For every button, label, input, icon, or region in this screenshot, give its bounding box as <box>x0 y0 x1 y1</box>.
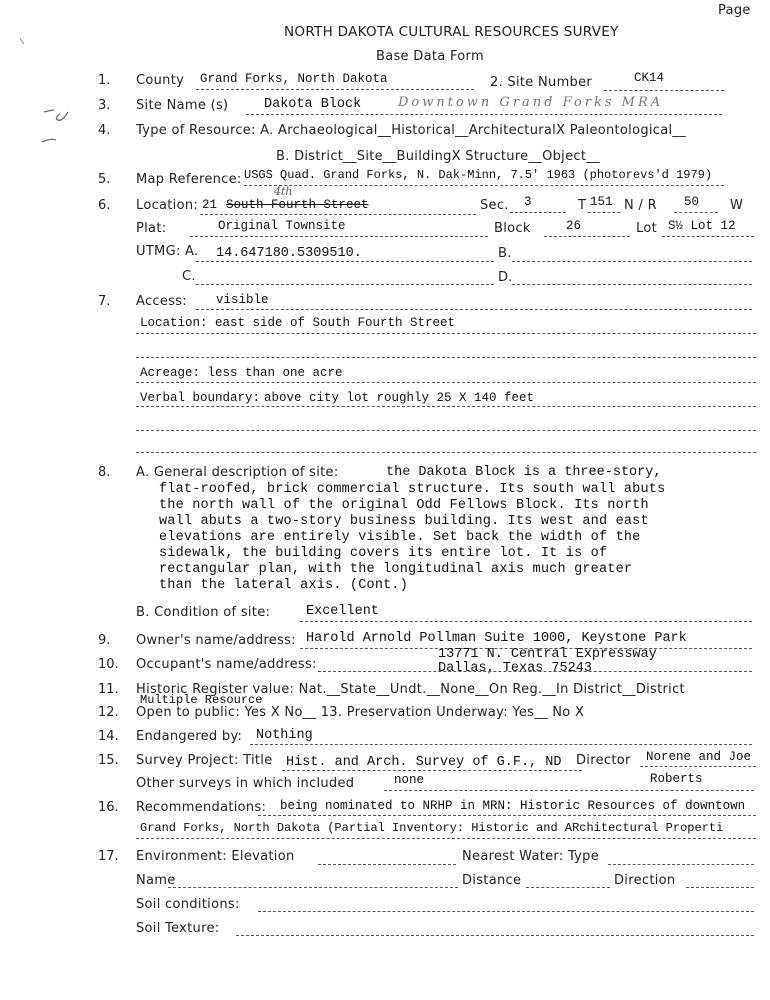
access-location-line <box>136 333 756 334</box>
elevation-line <box>318 864 456 865</box>
other-surveys-label: Other surveys in which included <box>136 776 355 791</box>
nearest-water-label: Nearest Water: Type <box>462 849 600 864</box>
recommendations-value-2: Grand Forks, North Dakota (Partial Inventory: Historic and ARchitectural Properti <box>140 821 724 835</box>
historic-register-label: Historic Register value: Nat.__State__Undt.__None__On Reg.__In District__District <box>136 682 685 697</box>
utmg-c-line <box>196 284 494 285</box>
director-value-1: Norene and Joe <box>646 750 752 764</box>
lot-line <box>662 236 754 237</box>
site-number-value: CK14 <box>634 71 665 85</box>
acreage-line <box>136 382 756 383</box>
item-number: 5. <box>98 172 111 187</box>
utmg-c-label: C. <box>182 269 196 284</box>
general-description-first: the Dakota Block is a three-story, <box>386 465 662 480</box>
owner-value: Harold Arnold Pollman Suite 1000, Keystone Park <box>306 631 687 646</box>
soil-conditions-line <box>258 911 754 912</box>
site-name-value: Dakota Block <box>264 97 362 112</box>
location-line <box>200 214 476 215</box>
verbal-boundary-label: Verbal boundary: <box>140 391 261 405</box>
soil-texture-label: Soil Texture: <box>136 921 220 936</box>
soil-texture-line <box>236 935 754 936</box>
utmg-b-line <box>512 261 752 262</box>
site-name-label: Site Name (s) <box>136 98 229 113</box>
verbal-boundary-line <box>136 406 756 407</box>
direction-label: Direction <box>614 873 676 888</box>
survey-project-label: Survey Project: Title <box>136 753 273 768</box>
location-number: 21 <box>202 198 218 212</box>
soil-conditions-label: Soil conditions: <box>136 897 240 912</box>
endangered-line <box>250 744 752 745</box>
plat-line <box>190 236 488 237</box>
lot-label: Lot <box>636 221 657 236</box>
survey-title-value: Hist. and Arch. Survey of G.F., ND <box>286 755 562 770</box>
utmg-d-line <box>512 284 752 285</box>
item-number: 1. <box>98 73 111 88</box>
map-reference-line <box>244 185 724 186</box>
other-surveys-line <box>384 790 754 791</box>
item-number: 12. <box>98 705 119 720</box>
name-line <box>168 887 458 888</box>
blank-line <box>136 357 756 358</box>
access-location: Location: east side of South Fourth Street <box>140 316 456 330</box>
item-number: 14. <box>98 729 119 744</box>
recommendations-line-2 <box>136 838 756 839</box>
historic-register-value: Multiple Resource <box>140 693 263 707</box>
occupant-address-line2: Dallas, Texas 75243 <box>438 661 592 676</box>
item-number: 7. <box>98 294 111 309</box>
utmg-a-line <box>196 261 494 262</box>
director-label: Director <box>576 753 631 768</box>
blank-line <box>136 430 756 431</box>
block-label: Block <box>494 221 531 236</box>
lot-value: S½ Lot 12 <box>668 219 736 233</box>
range-line <box>674 212 718 213</box>
item-number: 3. <box>98 98 111 113</box>
acreage-value: Acreage: less than one acre <box>140 366 343 380</box>
township-line <box>588 212 620 213</box>
access-value: visible <box>216 293 269 307</box>
owner-label: Owner's name/address: <box>136 633 296 648</box>
block-value: 26 <box>566 219 582 233</box>
utmg-d-label: D. <box>498 270 513 285</box>
site-number-line <box>604 90 724 91</box>
county-line <box>196 89 474 90</box>
distance-line <box>526 887 610 888</box>
item-number: 6. <box>98 198 111 213</box>
site-number-label: 2. Site Number <box>490 75 593 90</box>
item-number: 10. <box>98 657 119 672</box>
form-title: NORTH DAKOTA CULTURAL RESOURCES SURVEY <box>284 24 619 40</box>
survey-title-line <box>282 770 582 771</box>
sec-value: 3 <box>524 195 532 209</box>
township-value: 151 <box>590 195 613 209</box>
general-description-label: A. General description of site: <box>136 465 339 480</box>
condition-line <box>300 621 752 622</box>
open-to-public-label: Open to public: Yes X No__ 13. Preservation Underway: Yes__ No X <box>136 705 585 720</box>
direction-line <box>686 887 754 888</box>
verbal-boundary-value: above city lot roughly 25 X 140 feet <box>264 391 535 405</box>
map-reference-label: Map Reference: <box>136 172 242 187</box>
name-label: Name <box>136 873 176 888</box>
general-description-text: flat-roofed, brick commercial structure. Its south wall abuts the north wall of the original Odd Fellows Block. Its north wall abuts a two-story business building. Its west and east elevations are entirely visible. Set back the width of the sidewalk, the building covers its entire lot. It is of rectangular plan, with the longitudinal axis much greater than the lateral axis. (Cont.) <box>159 482 666 593</box>
other-surveys-value: none <box>394 773 425 787</box>
occupant-label: Occupant's name/address: <box>136 657 317 672</box>
recommendations-line-1 <box>258 815 756 816</box>
county-label: County <box>136 73 185 88</box>
block-line <box>544 236 630 237</box>
access-line <box>196 309 752 310</box>
location-label: Location: <box>136 198 199 213</box>
item-number: 15. <box>98 753 119 768</box>
site-name-handwritten: Downtown Grand Forks MRA <box>398 95 664 110</box>
item-number: 17. <box>98 849 119 864</box>
sec-label: Sec. <box>480 198 509 213</box>
condition-label: B. Condition of site: <box>136 605 271 620</box>
site-name-line <box>246 114 722 115</box>
item-number: 9. <box>98 633 111 648</box>
west-label: W <box>730 198 744 213</box>
item-number: 8. <box>98 465 111 480</box>
environment-label: Environment: Elevation <box>136 849 295 864</box>
utmg-a-value: 14.647180.5309510. <box>216 246 362 261</box>
endangered-label: Endangered by: <box>136 729 243 744</box>
resource-type-b: B. District__Site__BuildingX Structure__Object__ <box>276 149 600 164</box>
utmg-label: UTMG: A. <box>136 244 199 259</box>
director-line <box>640 766 756 767</box>
range-label: N / R <box>624 198 657 213</box>
occupant-line <box>318 671 752 672</box>
item-number: 4. <box>98 123 111 138</box>
recommendations-label: Recommendations: <box>136 800 267 815</box>
endangered-value: Nothing <box>256 728 313 743</box>
county-value: Grand Forks, North Dakota <box>200 72 388 86</box>
utmg-b-label: B. <box>498 246 512 261</box>
item-number: 16. <box>98 800 119 815</box>
director-value-2: Roberts <box>650 772 703 786</box>
map-reference-value: USGS Quad. Grand Forks, N. Dak-Minn, 7.5' 1963 (photorevs'd 1979) <box>244 168 713 182</box>
margin-pencil-marks <box>8 30 68 230</box>
access-label: Access: <box>136 294 187 309</box>
range-value: 50 <box>684 195 700 209</box>
plat-label: Plat: <box>136 221 167 236</box>
township-label: T <box>578 198 587 213</box>
water-type-line <box>608 864 754 865</box>
condition-value: Excellent <box>306 604 379 619</box>
blank-line <box>136 452 756 453</box>
location-handwritten: 4th <box>274 185 293 198</box>
distance-label: Distance <box>462 873 522 888</box>
location-struck-street: South Fourth Street <box>226 198 369 212</box>
resource-type-a: Type of Resource: A. Archaeological__Historical__ArchitecturalX Paleontological__ <box>136 123 687 138</box>
item-number: 11. <box>98 682 119 697</box>
page-label: Page <box>718 3 751 18</box>
recommendations-value-1: being nominated to NRHP in MRN: Historic Resources of downtown <box>280 799 746 813</box>
sec-line <box>510 212 566 213</box>
form-subtitle: Base Data Form <box>376 49 484 64</box>
plat-value: Original Townsite <box>218 219 346 233</box>
occupant-address-line1: 13771 N. Central Expressway <box>438 647 657 662</box>
